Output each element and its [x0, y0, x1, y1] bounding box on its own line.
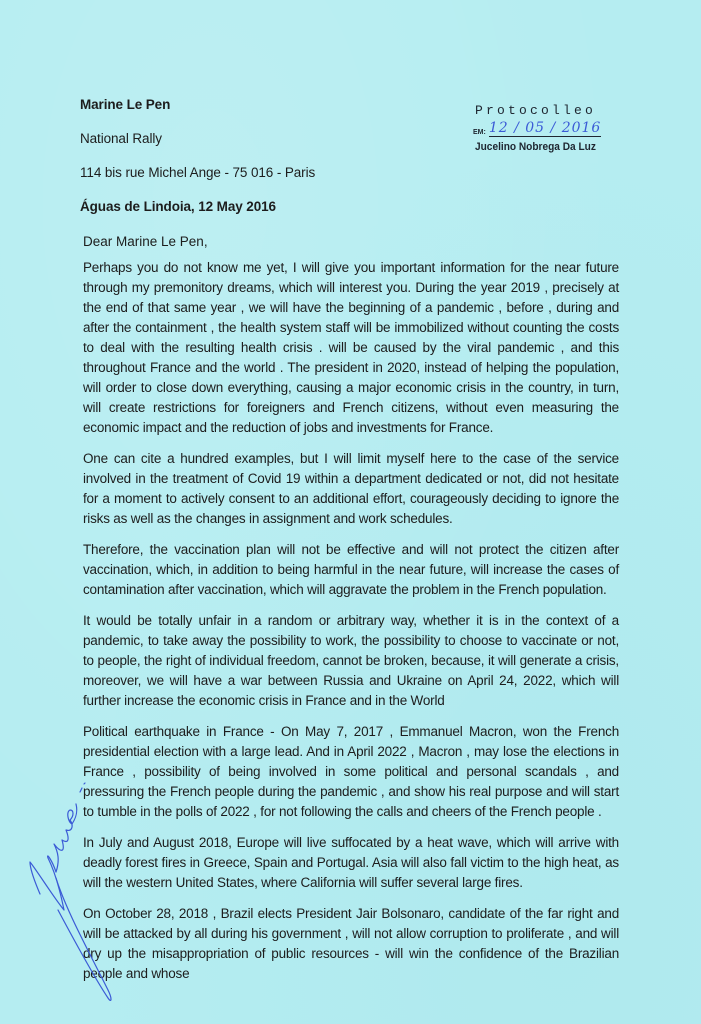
stamp-date-row	[473, 119, 601, 137]
stamp-name: Jucelino Nobrega Da Luz	[475, 141, 596, 153]
recipient-name: Marine Le Pen	[80, 97, 171, 112]
stamp-title: Protocolleo	[475, 103, 597, 118]
place-and-date: Águas de Lindoia, 12 May 2016	[80, 199, 276, 214]
paragraph-6: In July and August 2018, Europe will live suffocated by a heat wave, which will arrive with deadly forest fires in Greece, Spain and Portugal. Asia will also fall victim to the high heat, as will the western United States, where California will suffer several large fires.	[83, 835, 619, 890]
paragraph-4: It would be totally unfair in a random or arbitrary way, whether it is in the context of a pandemic, to take away the possibility to work, the possibility to choose to vaccinate or not, to people, the right of individual freedom, cannot be broken, because, it will generate a crisis, moreover, we will have a war between Russia and Ukraine on April 24, 2022, which will further increase the economic crisis in France and in the World	[83, 613, 619, 708]
greeting: Dear Marine Le Pen,	[83, 234, 208, 249]
stamp-date-prefix: EM:	[473, 129, 486, 136]
paragraph-3: Therefore, the vaccination plan will not be effective and will not protect the citizen after vaccination, which, in addition to being harmful in the near future, will increase the cases of contamination after vaccination, which will aggravate the problem in the French population.	[83, 542, 619, 597]
paragraph-7: On October 28, 2018 , Brazil elects President Jair Bolsonaro, candidate of the far right and will be attacked by all during his government , will not allow corruption to proliferate , and will dry up the misappropriation of public resources - will win the confidence of the Brazilian people and whose	[83, 906, 619, 981]
protocol-stamp	[473, 103, 683, 159]
letter-body	[83, 232, 619, 995]
paragraph-2: One can cite a hundred examples, but I will limit myself here to the case of the service involved in the treatment of Covid 19 within a department dedicated or not, did not hesitate for a moment to actively consent to an additional effort, courageously deciding to ignore the risks as well as the changes in assignment and work schedules.	[83, 451, 619, 526]
recipient-address: 114 bis rue Michel Ange - 75 016 - Paris	[80, 165, 316, 180]
paragraph-5: Political earthquake in France - On May 7, 2017 , Emmanuel Macron, won the French presidential election with a large lead. And in April 2022 , Macron , may lose the elections in France , possibility of being involved in some political and personal scandals , and pressuring the French people during the pandemic , and show his real purpose and will start to tumble in the polls of 2022 , for not following the calls and cheers of the French people .	[83, 724, 619, 819]
stamp-handwritten-date: 12 / 05 / 2016	[488, 120, 602, 136]
letter-header	[80, 96, 440, 232]
paragraph-1: Perhaps you do not know me yet, I will give you important information for the near future through my premonitory dreams, which will interest you. During the year 2019 , precisely at the end of that same year , we will have the beginning of a pandemic , before , during and after the containment , the health system staff will be immobilized without counting the costs to deal with the resulting health crisis . will be caused by the viral pandemic , and this throughout France and the world . The president in 2020, instead of helping the population, will order to close down everything, causing a major economic crisis in the country, in turn, will create restrictions for foreigners and French citizens, without even measuring the economic impact and the reduction of jobs and investments for France.	[83, 260, 619, 435]
recipient-organization: National Rally	[80, 131, 162, 146]
